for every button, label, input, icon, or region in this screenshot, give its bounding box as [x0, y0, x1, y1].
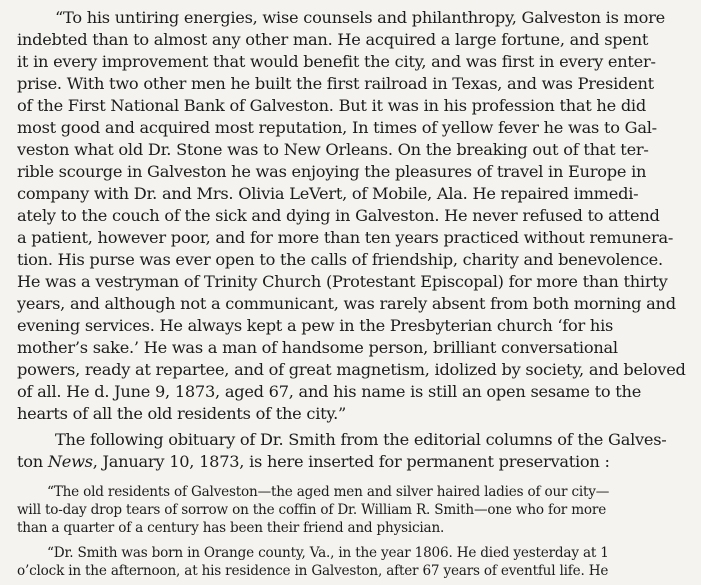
- news-after: , January 10, 1873, is here inserted for permanent preservation :: [92, 452, 610, 471]
- text-line: it in every improvement that would benefit the city, and was first in every enter-: [17, 52, 656, 71]
- text-line: tion. His purse was ever open to the calls of friendship, charity and benevolence.: [17, 250, 663, 269]
- text-line: most good and acquired most reputation, In times of yellow fever he was to Gal-: [17, 118, 657, 137]
- news-before: ton: [17, 452, 48, 471]
- quote-line: will to-day drop tears of sorrow on the coffin of Dr. William R. Smith—one who for more: [17, 502, 607, 518]
- quote-line: “Dr. Smith was born in Orange county, Va., in the year 1806. He died yesterday at 1: [47, 545, 609, 561]
- news-title: News: [47, 452, 93, 471]
- text-line: of the First National Bank of Galveston. But it was in his profession that he did: [17, 96, 646, 115]
- text-line: hearts of all the old residents of the city.”: [17, 404, 347, 423]
- text-line: company with Dr. and Mrs. Olivia LeVert, of Mobile, Ala. He repaired immedi-: [17, 184, 639, 203]
- text-line: mother’s sake.’ He was a man of handsome person, brilliant conversational: [17, 338, 618, 357]
- text-line: years, and although not a communicant, was rarely absent from both morning and: [17, 294, 676, 313]
- text-line: a patient, however poor, and for more than ten years practiced without remunera-: [17, 228, 674, 247]
- quote-line: than a quarter of a century has been their friend and physician.: [17, 520, 445, 536]
- text-line: rible scourge in Galveston he was enjoying the pleasures of travel in Europe in: [17, 162, 647, 181]
- text-line: powers, ready at repartee, and of great magnetism, idolized by society, and beloved: [17, 360, 686, 379]
- quote-line: o’clock in the afternoon, at his residence in Galveston, after 67 years of eventful life. He: [17, 563, 609, 579]
- text-line: The following obituary of Dr. Smith from the editorial columns of the Galves-: [55, 430, 667, 449]
- text-line-news: [17, 451, 697, 473]
- text-line: veston what old Dr. Stone was to New Orleans. On the breaking out of that ter-: [17, 140, 649, 159]
- text-line: He was a vestryman of Trinity Church (Protestant Episcopal) for more than thirty: [17, 272, 668, 291]
- quote-line: “The old residents of Galveston—the aged men and silver haired ladies of our city—: [47, 484, 610, 500]
- text-line: “To his untiring energies, wise counsels and philanthropy, Galveston is more: [55, 8, 665, 27]
- text-line: evening services. He always kept a pew in the Presbyterian church ‘for his: [17, 316, 614, 335]
- text-line: indebted than to almost any other man. He acquired a large fortune, and spent: [17, 30, 649, 49]
- text-line: prise. With two other men he built the first railroad in Texas, and was President: [17, 74, 654, 93]
- text-line: of all. He d. June 9, 1873, aged 67, and his name is still an open sesame to the: [17, 382, 642, 401]
- text-line: ately to the couch of the sick and dying in Galveston. He never refused to attend: [17, 206, 660, 225]
